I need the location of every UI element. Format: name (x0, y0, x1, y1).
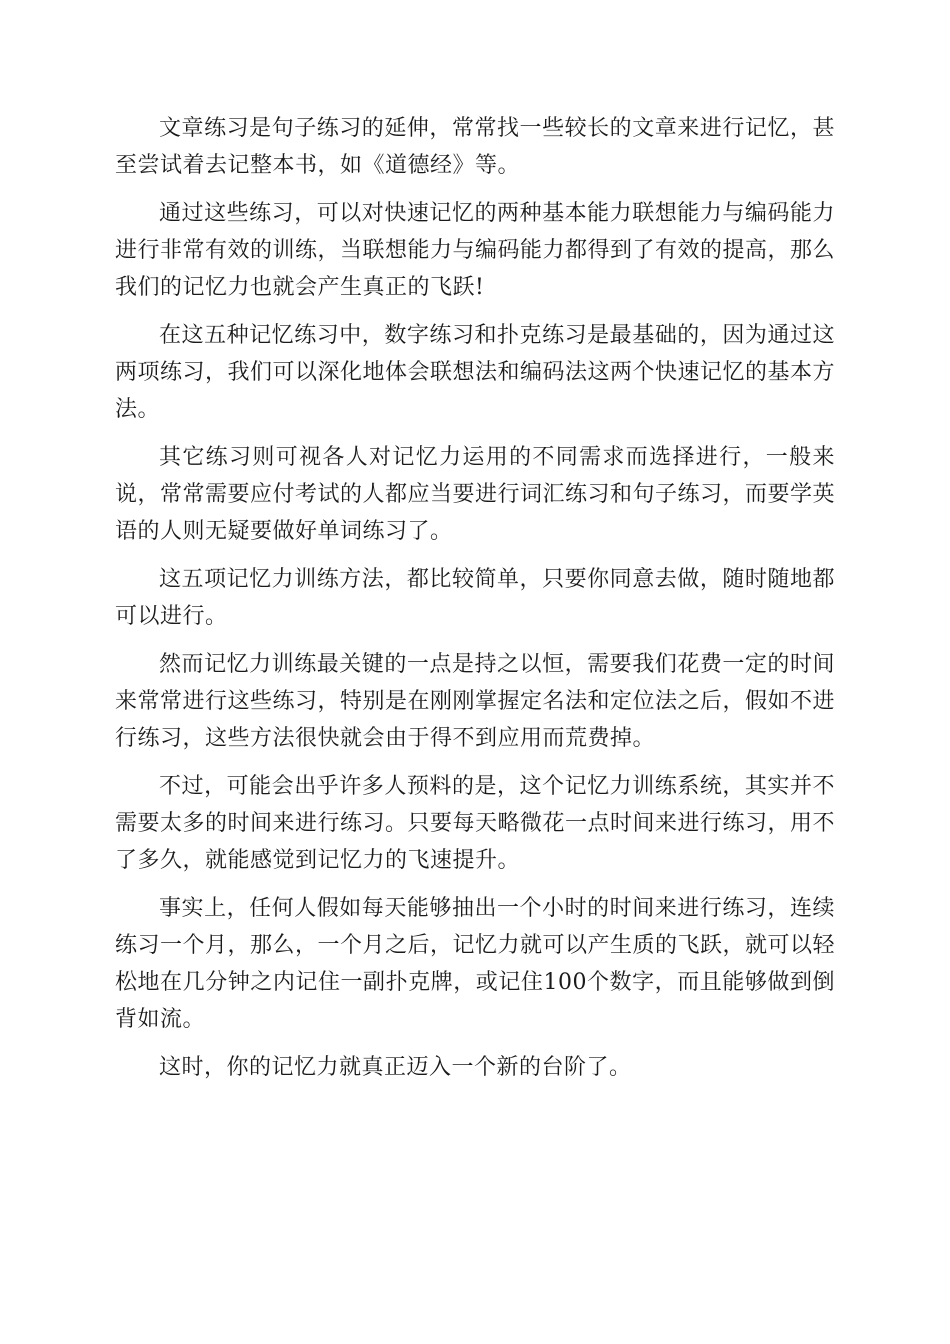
paragraph-6: 然而记忆力训练最关键的一点是持之以恒，需要我们花费一定的时间来常常进行这些练习，特别是在刚刚掌握定名法和定位法之后，假如不进行练习，这些方法很快就会由于得不到应用而荒费掉。 (115, 652, 836, 751)
document-body (115, 110, 835, 1097)
paragraph-4: 其它练习则可视各人对记忆力运用的不同需求而选择进行，一般来说，常常需要应付考试的人都应当要进行词汇练习和句子练习，而要学英语的人则无疑要做好单词练习了。 (115, 445, 836, 544)
paragraph-8: 事实上，任何人假如每天能够抽出一个小时的时间来进行练习，连续练习一个月，那么，一个月之后，记忆力就可以产生质的飞跃，就可以轻松地在几分钟之内记住一副扑克牌，或记住100个数字，而且能够做到倒背如流。 (115, 896, 836, 1032)
paragraph-7: 不过，可能会出乎许多人预料的是，这个记忆力训练系统，其实并不需要太多的时间来进行练习。只要每天略微花一点时间来进行练习，用不了多久，就能感觉到记忆力的飞速提升。 (115, 774, 836, 873)
paragraph-5: 这五项记忆力训练方法，都比较简单，只要你同意去做，随时随地都可以进行。 (115, 567, 835, 629)
paragraph-3: 在这五种记忆练习中，数字练习和扑克练习是最基础的，因为通过这两项练习，我们可以深化地体会联想法和编码法这两个快速记忆的基本方法。 (115, 323, 836, 422)
paragraph-9: 这时，你的记忆力就真正迈入一个新的台阶了。 (159, 1055, 632, 1080)
paragraph-2: 通过这些练习，可以对快速记忆的两种基本能力联想能力与编码能力进行非常有效的训练，当联想能力与编码能力都得到了有效的提高，那么我们的记忆力也就会产生真正的飞跃! (115, 201, 836, 300)
paragraph-1: 文章练习是句子练习的延伸，常常找一些较长的文章来进行记忆，甚至尝试着去记整本书，如《道德经》等。 (115, 116, 835, 178)
